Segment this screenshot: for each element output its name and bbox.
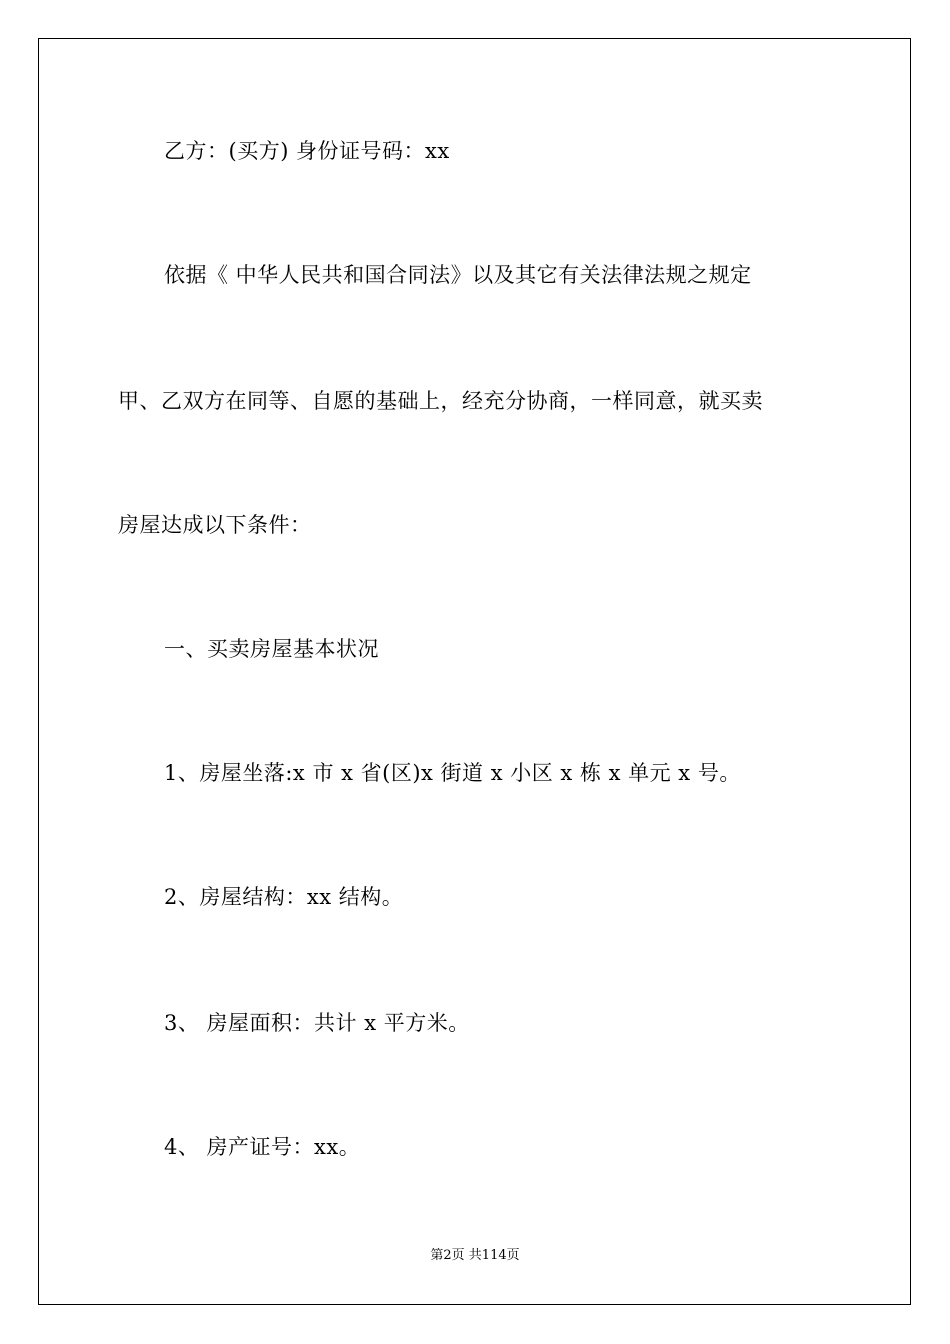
page-number-footer: 第2页 共114页 (430, 1248, 520, 1263)
page-border (38, 38, 911, 1305)
house-location-item: 1、房屋坐落:x 市 x 省(区)x 街道 x 小区 x 栋 x 单元 x 号。 (164, 761, 741, 785)
conditions-line: 房屋达成以下条件： (118, 513, 312, 537)
property-cert-item: 4、 房产证号：xx。 (164, 1135, 361, 1159)
house-area-item: 3、 房屋面积：共计 x 平方米。 (164, 1011, 470, 1035)
buyer-id-line: 乙方：(买方) 身份证号码：xx (164, 139, 450, 163)
section-heading: 一、买卖房屋基本状况 (164, 637, 379, 661)
house-structure-item: 2、房屋结构：xx 结构。 (164, 885, 404, 909)
legal-basis-line: 依据《 中华人民共和国合同法》以及其它有关法律法规之规定 (164, 263, 752, 287)
agreement-line: 甲、乙双方在同等、自愿的基础上，经充分协商，一样同意，就买卖 (118, 389, 763, 413)
